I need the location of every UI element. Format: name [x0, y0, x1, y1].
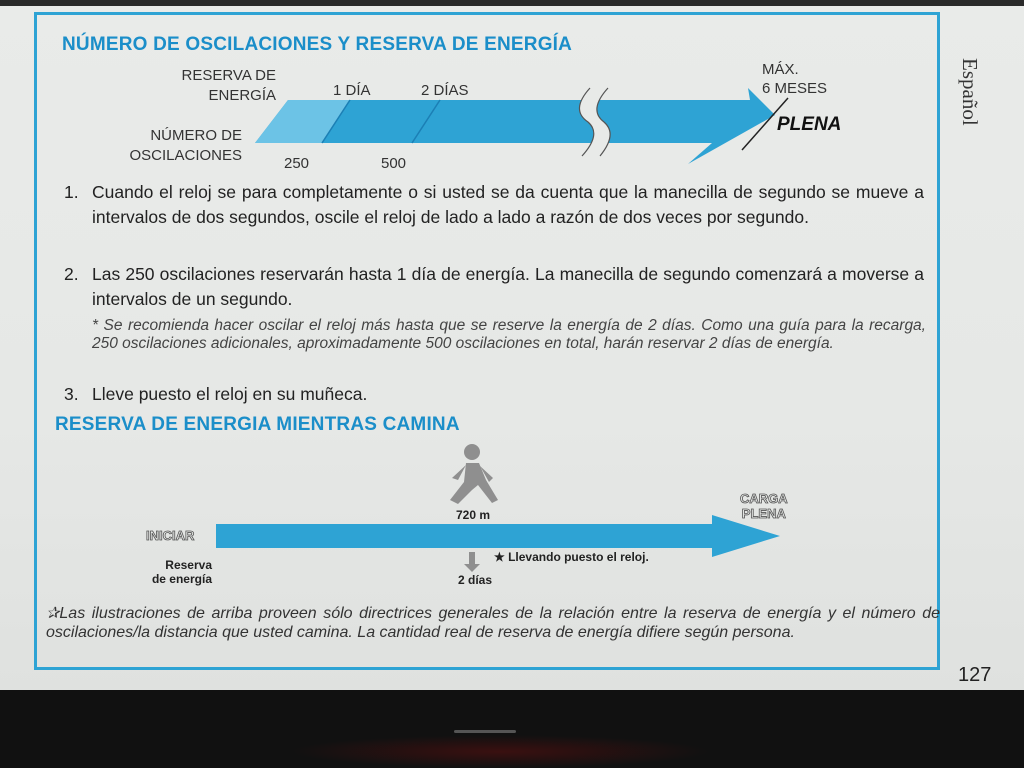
instruction-2: 2. Las 250 oscilaciones reservarán hasta 1 día de energía. La manecilla de segundo comenzará a moverse a intervalos de un segundo. [64, 264, 924, 309]
instruction-1: 1. Cuando el reloj se para completamente o si usted se da cuenta que la manecilla de segundo se mueve a intervalos de dos segundos, oscile el reloj de lado a lado a razón de dos veces por segundo. [64, 182, 924, 227]
device-glow [290, 735, 710, 768]
section-heading-oscillations: NÚMERO DE OSCILACIONES Y RESERVA DE ENERGÍA [62, 34, 573, 55]
energy-reserve-label: Reserva de energía [151, 558, 212, 586]
walking-person-icon [450, 444, 498, 504]
nav-handle[interactable] [454, 730, 516, 733]
language-tab: Español [958, 58, 982, 126]
wearing-note: ★ Llevando puesto el reloj. [494, 550, 649, 564]
label-full: PLENA [777, 114, 842, 135]
distance-label: 720 m [456, 508, 491, 522]
instruction-3: 3. Lleve puesto el reloj en su muñeca. [64, 384, 368, 404]
mark-500: 500 [381, 155, 407, 172]
two-days-label: 2 días [458, 573, 493, 587]
label-energy-reserve: RESERVA DE ENERGÍA [181, 67, 276, 104]
mark-1-day: 1 DÍA [333, 82, 371, 99]
full-charge-label: CARGA PLENA [740, 491, 788, 521]
mark-250: 250 [284, 155, 310, 172]
page-number: 127 [958, 664, 992, 686]
footer-note: ✰Las ilustraciones de arriba proveen sólo directrices generales de la relación entre la reserva de energía y el número de oscilaciones/la distancia que usted camina. La cantidad real de reserva de energía difiere según persona. [46, 605, 940, 641]
section-heading-walking: RESERVA DE ENERGIA MIENTRAS CAMINA [55, 414, 460, 435]
oscillation-arrow-diagram [0, 0, 1024, 200]
max-6-months: MÁX. 6 MESES [762, 61, 828, 97]
label-oscillations: NÚMERO DE OSCILACIONES [129, 127, 242, 164]
recommendation-note: * Se recomienda hacer oscilar el reloj más hasta que se reserve la energía de 2 días. Como una guía para la recarga, 250 oscilaciones adicionales, aproximadamente 500 oscilaciones en total, harán reservar 2 días de energía. [92, 317, 926, 352]
start-label: INICIAR [146, 528, 195, 543]
mark-2-days: 2 DÍAS [421, 82, 469, 99]
down-arrow-icon [464, 552, 480, 572]
